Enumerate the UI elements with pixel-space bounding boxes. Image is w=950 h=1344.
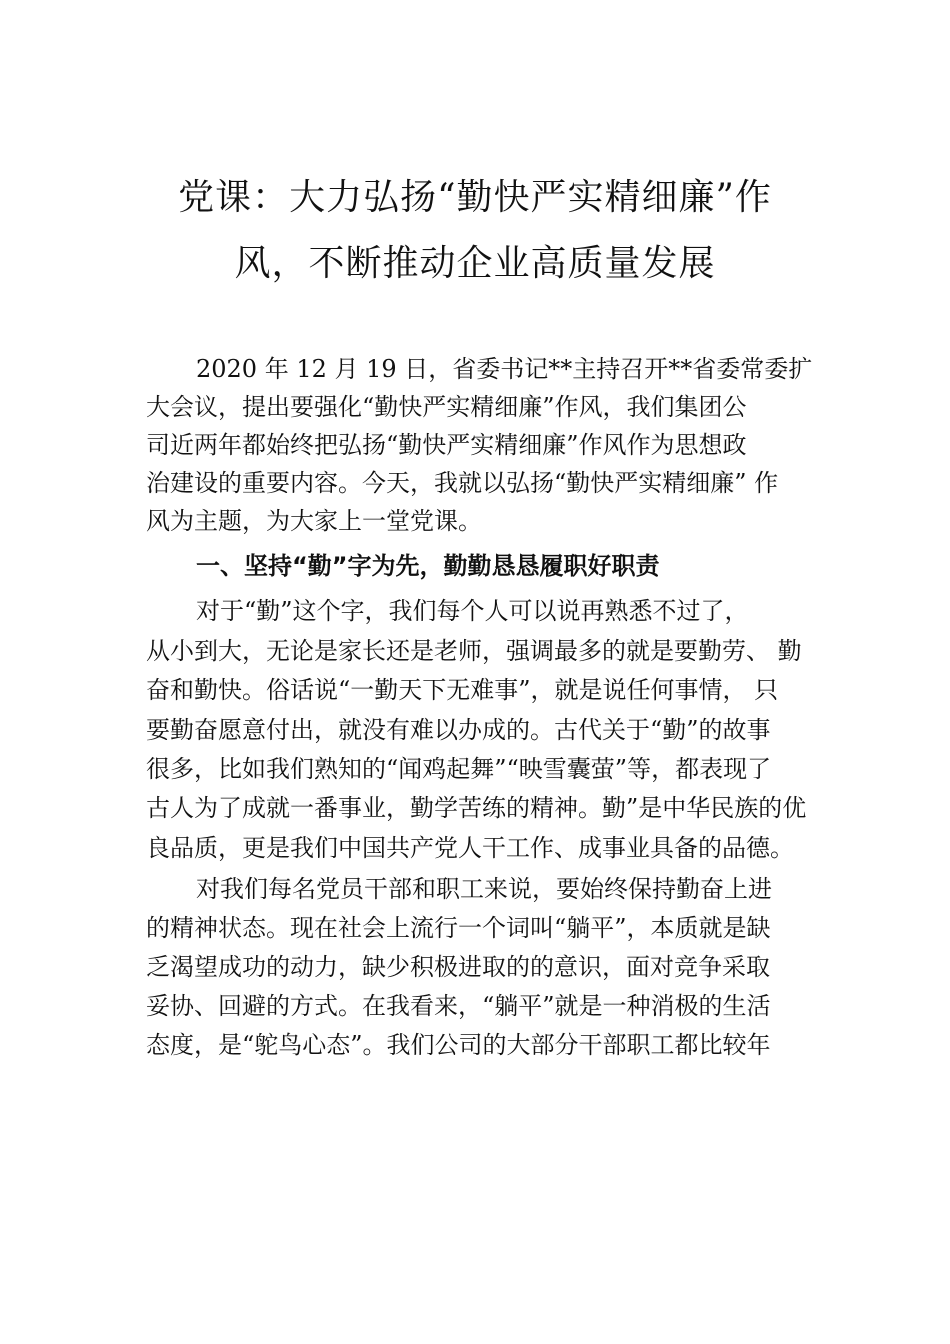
paragraph-1-line-4: 治建设的重要内容。今天，我就以弘扬“勤快严实精细廉” 作 <box>146 469 779 497</box>
document-title-line-2: 风，不断推动企业高质量发展 <box>234 243 716 284</box>
paragraph-1-line-5: 风为主题，为大家上一堂党课。 <box>146 507 482 535</box>
section-heading-1: 一、坚持“勤”字为先，勤勤恳恳履职好职责 <box>196 552 660 580</box>
paragraph-3-line-5: 态度，是“鸵鸟心态”。我们公司的大部分干部职工都比较年 <box>146 1031 771 1059</box>
document-title-line-1: 党课：大力弘扬“勤快严实精细廉”作 <box>178 177 772 218</box>
paragraph-2-line-1: 对于“勤”这个字，我们每个人可以说再熟悉不过了， <box>196 597 749 625</box>
paragraph-2-line-6: 古人为了成就一番事业，勤学苦练的精神。勤”是中华民族的优 <box>146 794 807 822</box>
paragraph-3-line-1: 对我们每名党员干部和职工来说，要始终保持勤奋上进 <box>196 875 772 903</box>
paragraph-2-line-7: 良品质，更是我们中国共产党人干工作、成事业具备的品德。 <box>146 834 794 862</box>
paragraph-3-line-3: 乏渴望成功的动力，缺少积极进取的的意识，面对竞争采取 <box>146 953 770 981</box>
paragraph-2-line-3: 奋和勤快。俗话说“一勤天下无难事”，就是说任何事情， 只 <box>146 676 779 704</box>
paragraph-3-line-4: 妥协、回避的方式。在我看来，“躺平”就是一种消极的生活 <box>146 992 771 1020</box>
paragraph-2-line-4: 要勤奋愿意付出，就没有难以办成的。古代关于“勤”的故事 <box>146 716 771 744</box>
paragraph-2-line-5: 很多，比如我们熟知的“闻鸡起舞”“映雪囊萤”等，都表现了 <box>146 755 772 783</box>
paragraph-3-line-2: 的精神状态。现在社会上流行一个词叫“躺平”，本质就是缺 <box>146 914 771 942</box>
paragraph-1-line-1: 2020 年 12 月 19 日，省委书记**主持召开**省委常委扩 <box>196 355 813 383</box>
paragraph-1-line-3: 司近两年都始终把弘扬“勤快严实精细廉”作风作为思想政 <box>146 431 747 459</box>
paragraph-2-line-2: 从小到大，无论是家长还是老师，强调最多的就是要勤劳、 勤 <box>146 637 802 665</box>
paragraph-1-line-2: 大会议，提出要强化“勤快严实精细廉”作风，我们集团公 <box>146 393 747 421</box>
